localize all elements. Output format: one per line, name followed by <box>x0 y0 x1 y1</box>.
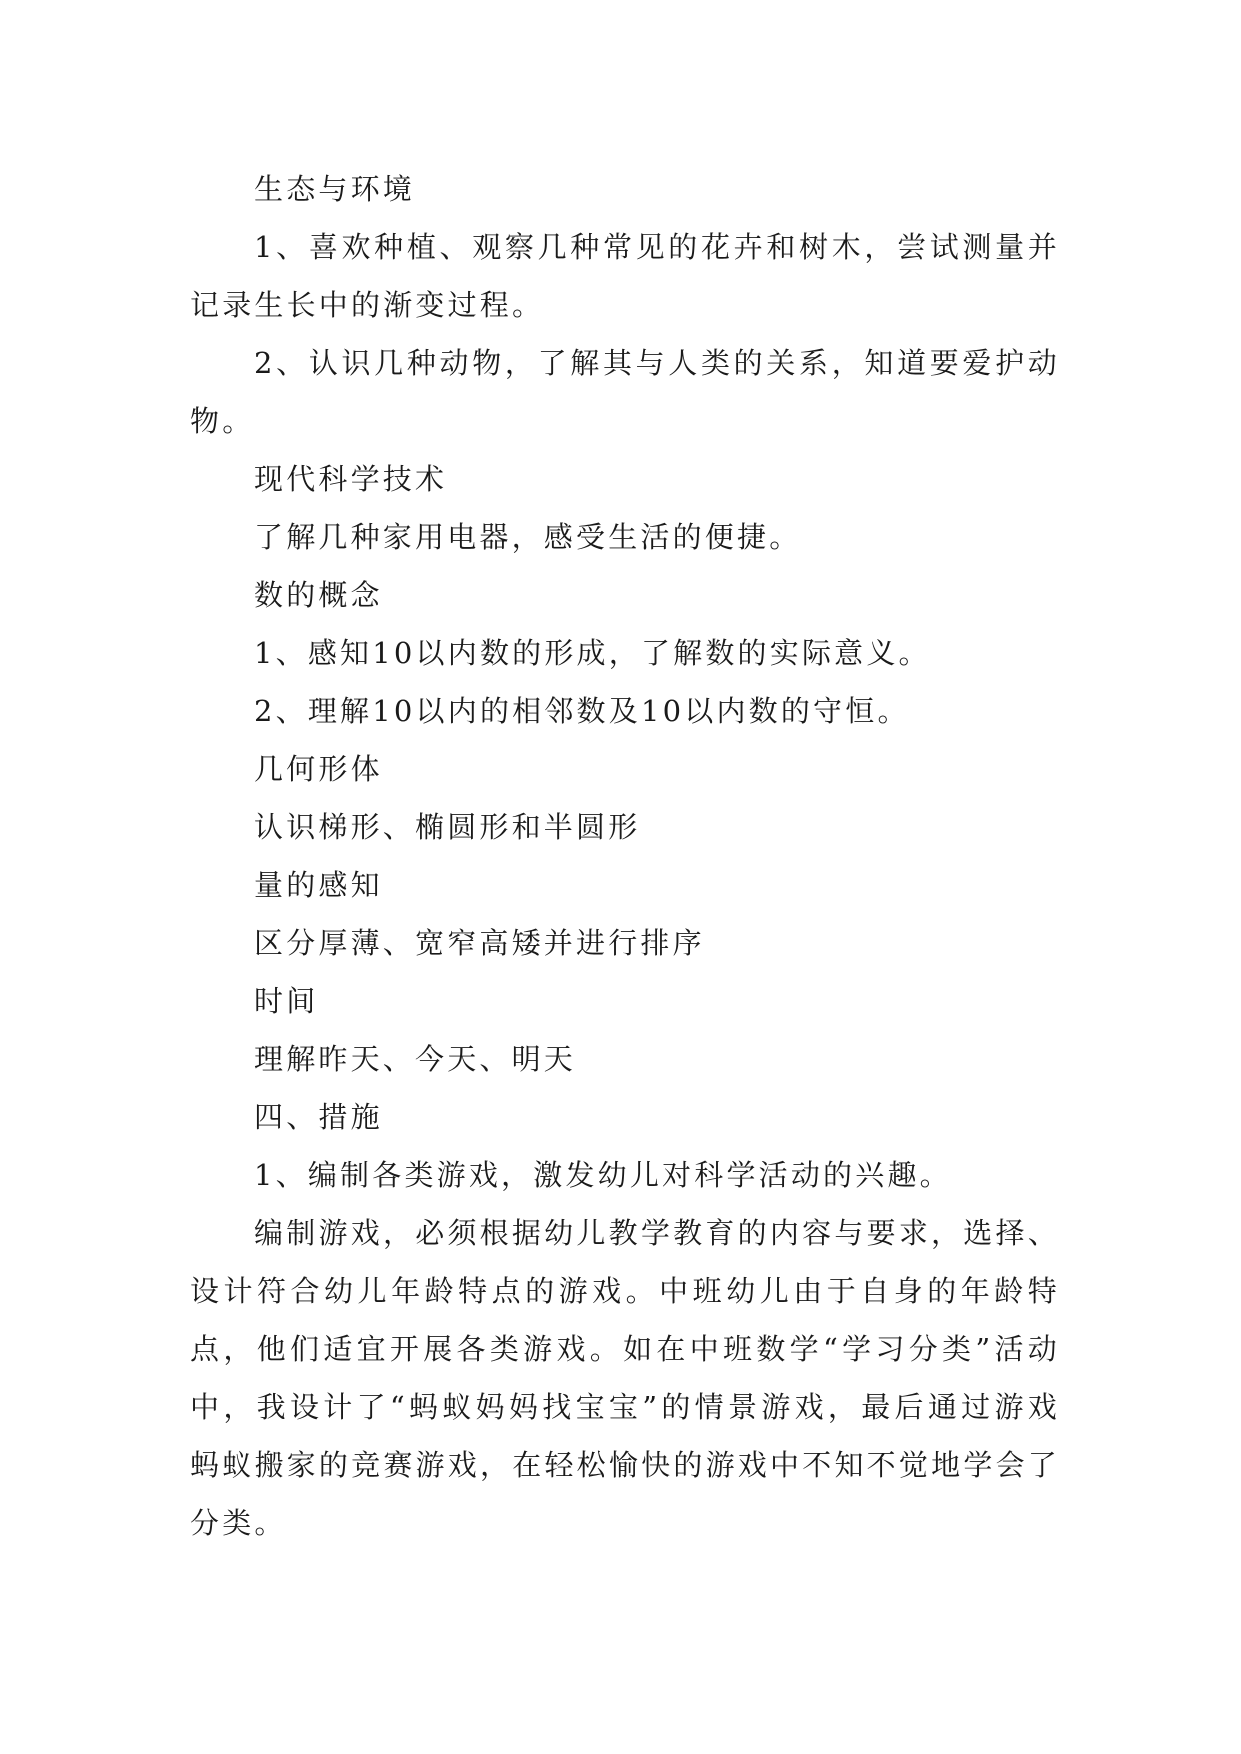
section-heading-measures: 四、措施 <box>254 1100 383 1134</box>
paragraph-item: 1、编制各类游戏，激发幼儿对科学活动的兴趣。 <box>254 1158 952 1192</box>
section-heading-time: 时间 <box>254 984 319 1018</box>
paragraph-item: 1、感知10以内数的形成，了解数的实际意义。 <box>254 636 931 670</box>
section-heading-technology: 现代科学技术 <box>254 462 448 496</box>
paragraph-item: 了解几种家用电器，感受生活的便捷。 <box>254 520 802 554</box>
section-heading-ecology: 生态与环境 <box>254 172 416 206</box>
paragraph-item: 区分厚薄、宽窄高矮并进行排序 <box>254 926 705 960</box>
section-heading-number-concept: 数的概念 <box>254 578 383 612</box>
paragraph-item: 1、喜欢种植、观察几种常见的花卉和树木，尝试测量并记录生长中的渐变过程。 <box>190 230 1060 322</box>
section-heading-measurement: 量的感知 <box>254 868 383 902</box>
section-heading-geometry: 几何形体 <box>254 752 383 786</box>
document-body <box>190 160 1060 1552</box>
paragraph-item: 认识梯形、椭圆形和半圆形 <box>254 810 641 844</box>
paragraph-item: 2、理解10以内的相邻数及10以内数的守恒。 <box>254 694 910 728</box>
paragraph-body: 编制游戏，必须根据幼儿教学教育的内容与要求，选择、设计符合幼儿年龄特点的游戏。中班幼儿由于自身的年龄特点，他们适宜开展各类游戏。如在中班数学“学习分类”活动中，我设计了“蚂蚁妈妈找宝宝”的情景游戏，最后通过游戏蚂蚁搬家的竞赛游戏，在轻松愉快的游戏中不知不觉地学会了分类。 <box>190 1216 1060 1540</box>
paragraph-item: 2、认识几种动物，了解其与人类的关系，知道要爱护动物。 <box>190 346 1060 438</box>
paragraph-item: 理解昨天、今天、明天 <box>254 1042 577 1076</box>
